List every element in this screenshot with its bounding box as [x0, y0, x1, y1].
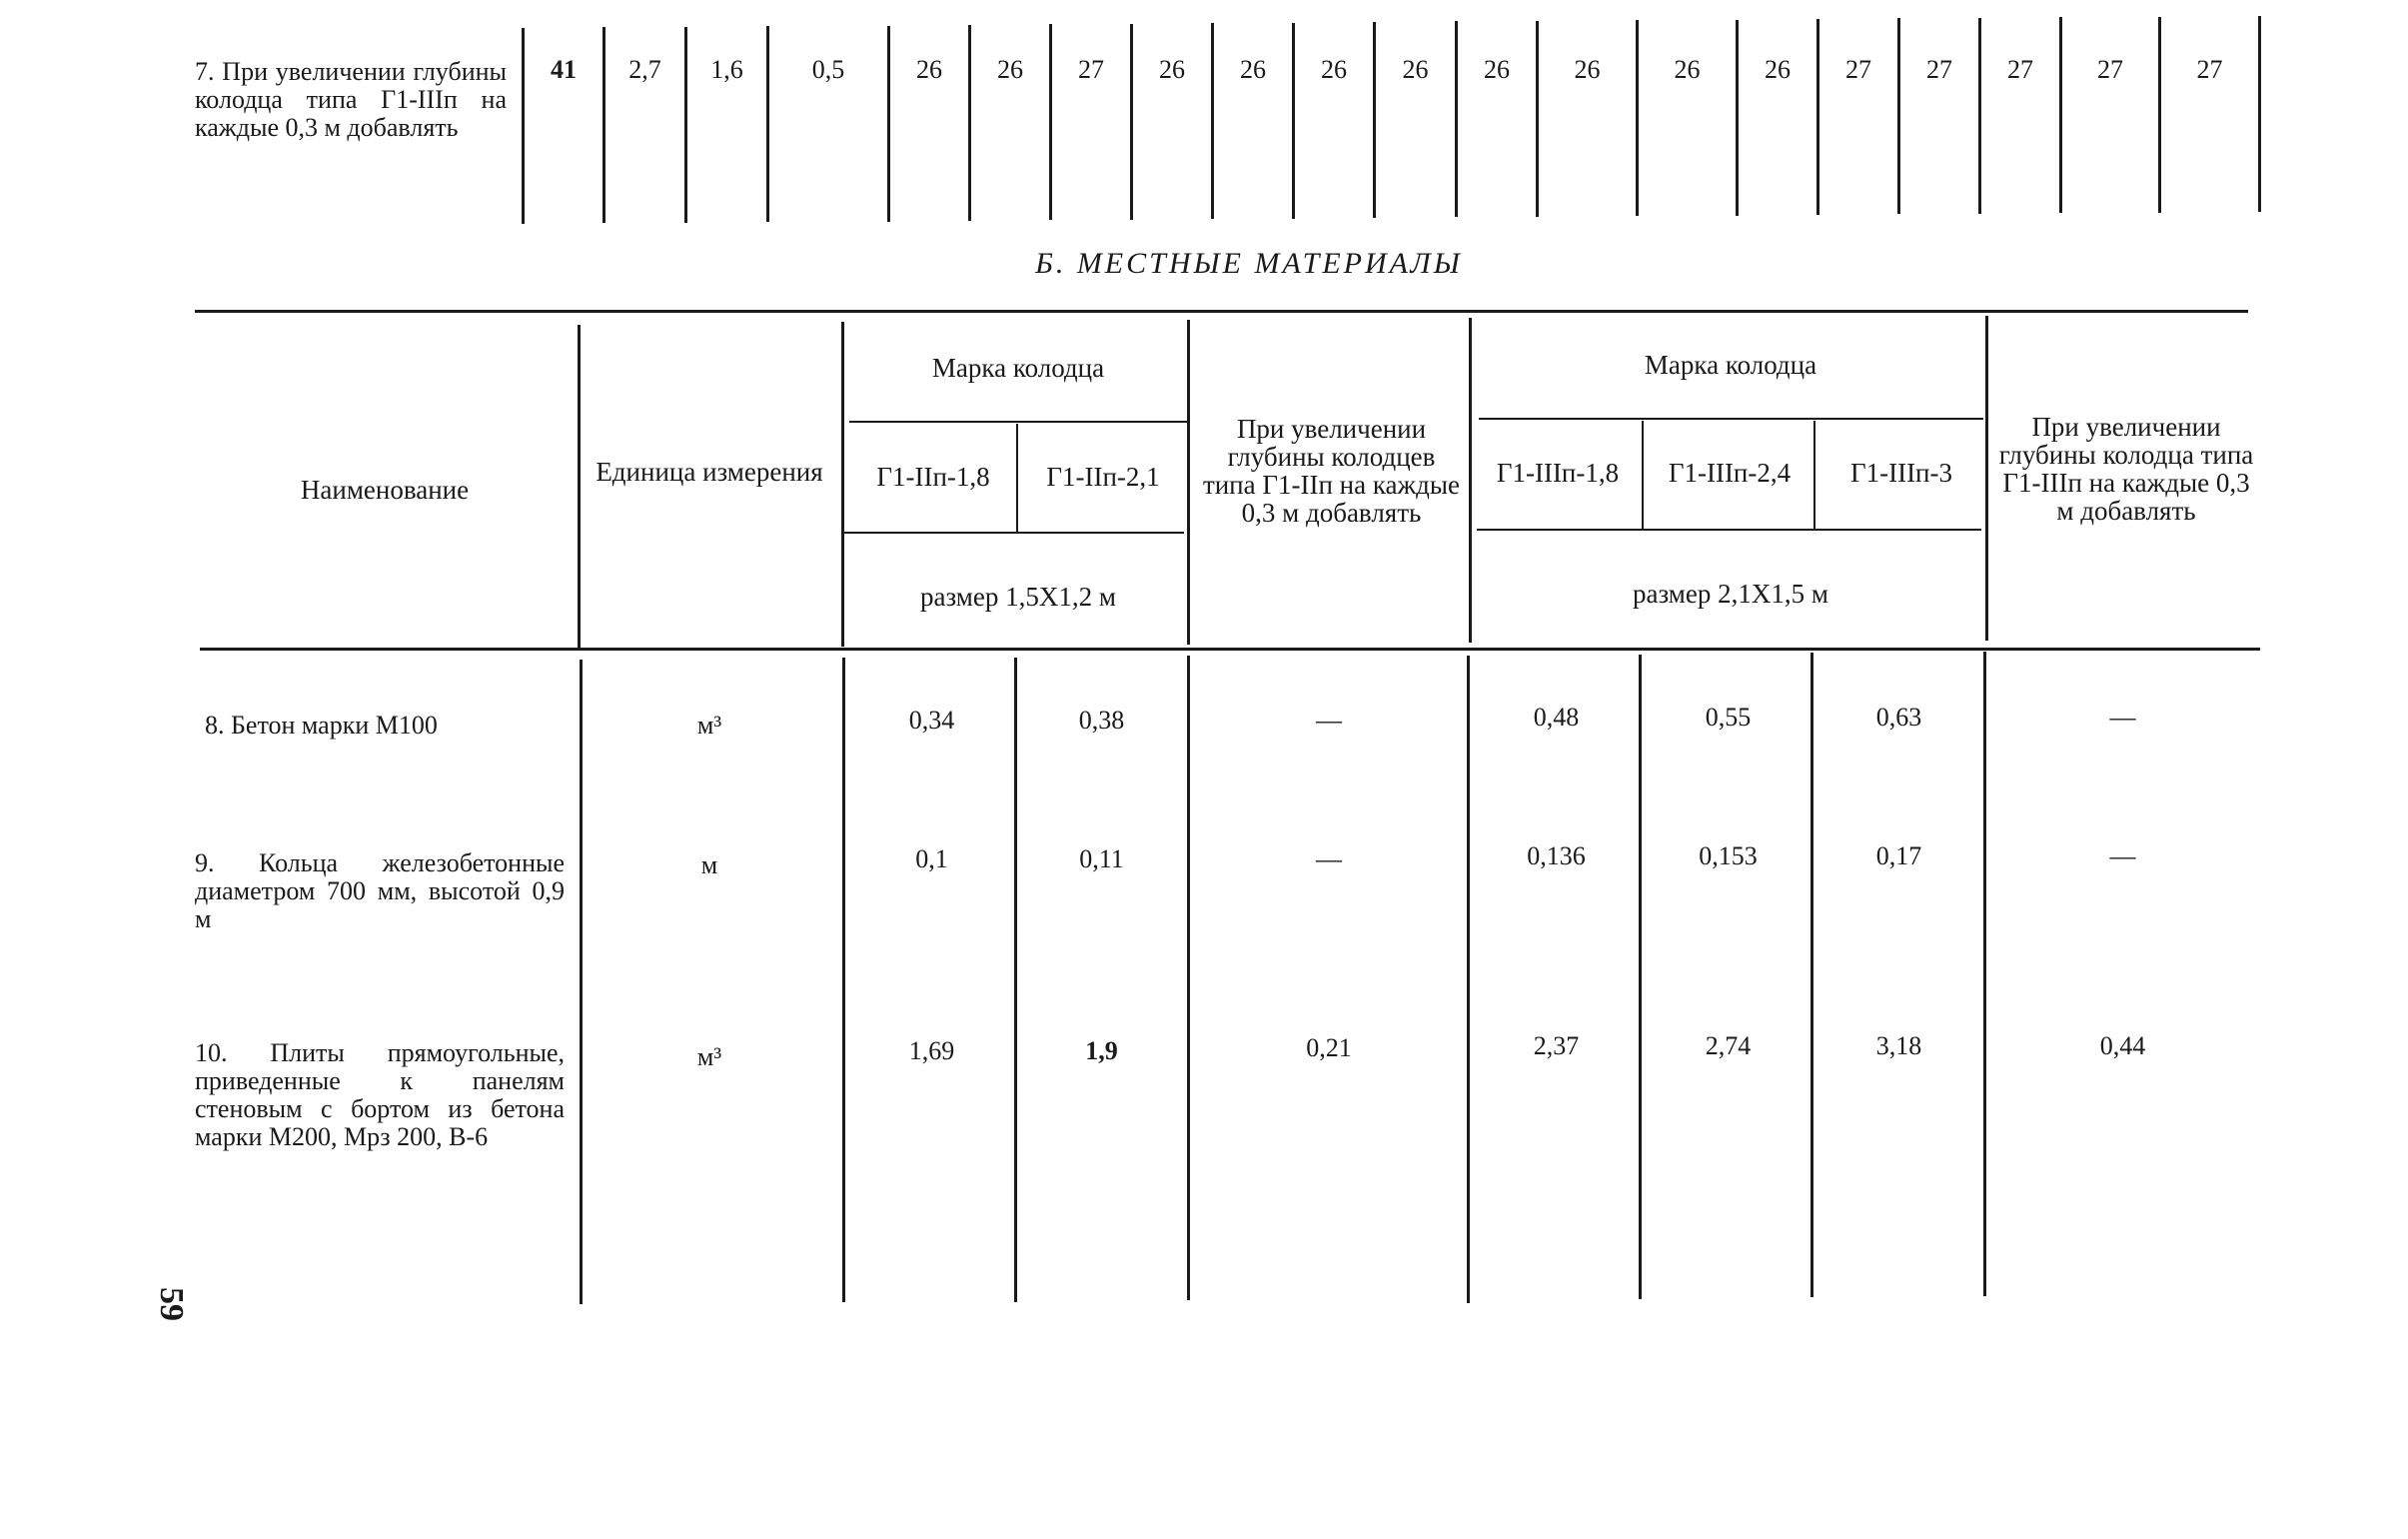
row7-value: 27	[2097, 55, 2123, 84]
mark-right-rule	[1479, 418, 1983, 420]
row7-value: 27	[1078, 55, 1104, 84]
row7-separator	[1049, 24, 1052, 220]
header-mark-right: Марка колодца	[1644, 350, 1817, 380]
row7-separator	[1455, 21, 1458, 217]
row7-separator	[1536, 21, 1539, 217]
row8-label: 8. Бетон марки М100	[205, 711, 438, 740]
row8-val-5: 0,55	[1705, 703, 1752, 732]
row7-value: 1,6	[710, 55, 743, 84]
row7-value: 27	[2007, 55, 2033, 84]
section-title: Б. МЕСТНЫЕ МАТЕРИАЛЫ	[1035, 247, 1463, 280]
row10-unit: м³	[696, 1042, 722, 1071]
row7-value: 26	[1484, 55, 1510, 84]
row9-val-7: —	[2109, 841, 2136, 870]
row7-value: 41	[551, 55, 577, 84]
bv-3	[1014, 658, 1017, 1302]
row7-value: 26	[1159, 55, 1185, 84]
row9-val-1: 0,1	[915, 844, 948, 873]
row8-val-2: 0,38	[1078, 706, 1125, 735]
bv-1	[580, 660, 583, 1304]
row7-value: 26	[1240, 55, 1266, 84]
bv-8	[1983, 652, 1986, 1296]
row7-separator	[2258, 16, 2261, 212]
row7-separator	[1636, 20, 1639, 216]
row9-val-4: 0,136	[1527, 841, 1586, 870]
bv-6	[1639, 655, 1642, 1299]
row7-value: 26	[1321, 55, 1347, 84]
row8-unit: м³	[696, 711, 722, 740]
row7-value: 27	[2196, 55, 2223, 84]
row8-val-4: 0,48	[1533, 703, 1580, 732]
header-size-right: размер 2,1X1,5 м	[1633, 579, 1828, 609]
hv-mark-right	[1469, 318, 1472, 643]
header-increase-ii: При увеличении глубины колодцев типа Г1-IIп на каждые 0,3 м добавлять	[1202, 414, 1461, 528]
row7-value: 26	[1574, 55, 1601, 84]
row10-val-7: 0,44	[2099, 1031, 2146, 1060]
row7-separator	[1978, 18, 1981, 214]
row7-value: 26	[1765, 55, 1791, 84]
page-number: 59	[153, 1287, 190, 1321]
row8-val-6: 0,63	[1875, 703, 1922, 732]
row9-val-3: —	[1316, 844, 1342, 873]
table-top-rule	[195, 310, 2248, 313]
row7-separator	[968, 25, 971, 221]
row10-val-4: 2,37	[1533, 1031, 1580, 1060]
bv-4	[1187, 656, 1190, 1300]
row7-value: 26	[1402, 55, 1429, 84]
row7-value: 2,7	[628, 55, 661, 84]
header-g1-iiip-3: Г1-IIIп-3	[1849, 458, 1952, 488]
row7-separator	[1130, 24, 1133, 220]
row7-value: 26	[997, 55, 1023, 84]
row7-separator	[2059, 17, 2062, 213]
header-bottom-rule	[200, 648, 2260, 651]
row9-val-6: 0,17	[1875, 841, 1922, 870]
row10-val-2: 1,9	[1085, 1036, 1118, 1065]
row10-val-1: 1,69	[908, 1036, 955, 1065]
row7-separator	[1292, 23, 1295, 219]
header-increase-iii: При увеличении глубины колодца типа Г1-IIIп на каждые 0,3 м добавлять	[1998, 412, 2254, 526]
size-right-rule	[1477, 529, 1981, 531]
row10-label: 10. Плиты прямоугольные, приведенные к панелям стеновым с бортом из бетона марки М200, Мрз 200, В-6	[195, 1038, 565, 1151]
header-g1-iiip-24: Г1-IIIп-2,4	[1668, 458, 1792, 488]
row10-val-3: 0,21	[1306, 1033, 1352, 1062]
row7-separator	[1373, 22, 1376, 218]
row7-value: 27	[1845, 55, 1871, 84]
row8-val-1: 0,34	[908, 706, 955, 735]
row7-separator	[2158, 17, 2161, 213]
row10-val-5: 2,74	[1705, 1031, 1752, 1060]
row7-value: 26	[1674, 55, 1701, 84]
row9-label: 9. Кольца железобетонные диаметром 700 мм, высотой 0,9 м	[195, 848, 565, 933]
mark-left-rule	[849, 421, 1189, 423]
row9-val-5: 0,153	[1699, 841, 1758, 870]
row7-label: 7. При увеличении глубины колодца типа Г1-IIIп на каждые 0,3 м добавлять	[195, 57, 507, 142]
row8-val-3: —	[1316, 706, 1342, 735]
hv-mark-left	[841, 322, 844, 647]
bv-7	[1810, 653, 1813, 1297]
row7-value: 0,5	[811, 55, 845, 84]
row7-separator	[1816, 19, 1819, 215]
row7-separator	[1211, 23, 1214, 219]
header-g1-iiip-18: Г1-IIIп-1,8	[1496, 458, 1620, 488]
row7-separator	[1736, 20, 1739, 216]
header-size-left: размер 1,5X1,2 м	[920, 582, 1116, 612]
row8-val-7: —	[2109, 703, 2136, 732]
row7-separator	[887, 26, 890, 222]
header-g1-iip-21: Г1-IIп-2,1	[1046, 462, 1160, 492]
bv-5	[1467, 656, 1470, 1303]
row9-val-2: 0,11	[1079, 844, 1124, 873]
row9-unit: м	[700, 850, 718, 879]
hv-unit-left	[578, 325, 581, 650]
header-name: Наименование	[300, 475, 470, 505]
row7-value: 26	[916, 55, 942, 84]
size-left-rule	[844, 532, 1184, 534]
row7-value: 27	[1926, 55, 1952, 84]
row10-val-6: 3,18	[1875, 1031, 1922, 1060]
row7-separator	[1897, 18, 1900, 214]
bv-2	[842, 658, 845, 1302]
header-g1-iip-18: Г1-IIп-1,8	[876, 462, 990, 492]
header-unit: Единица измерения	[596, 457, 823, 487]
hv-increase-ii-left	[1187, 320, 1190, 645]
header-mark-left: Марка колодца	[931, 353, 1105, 383]
